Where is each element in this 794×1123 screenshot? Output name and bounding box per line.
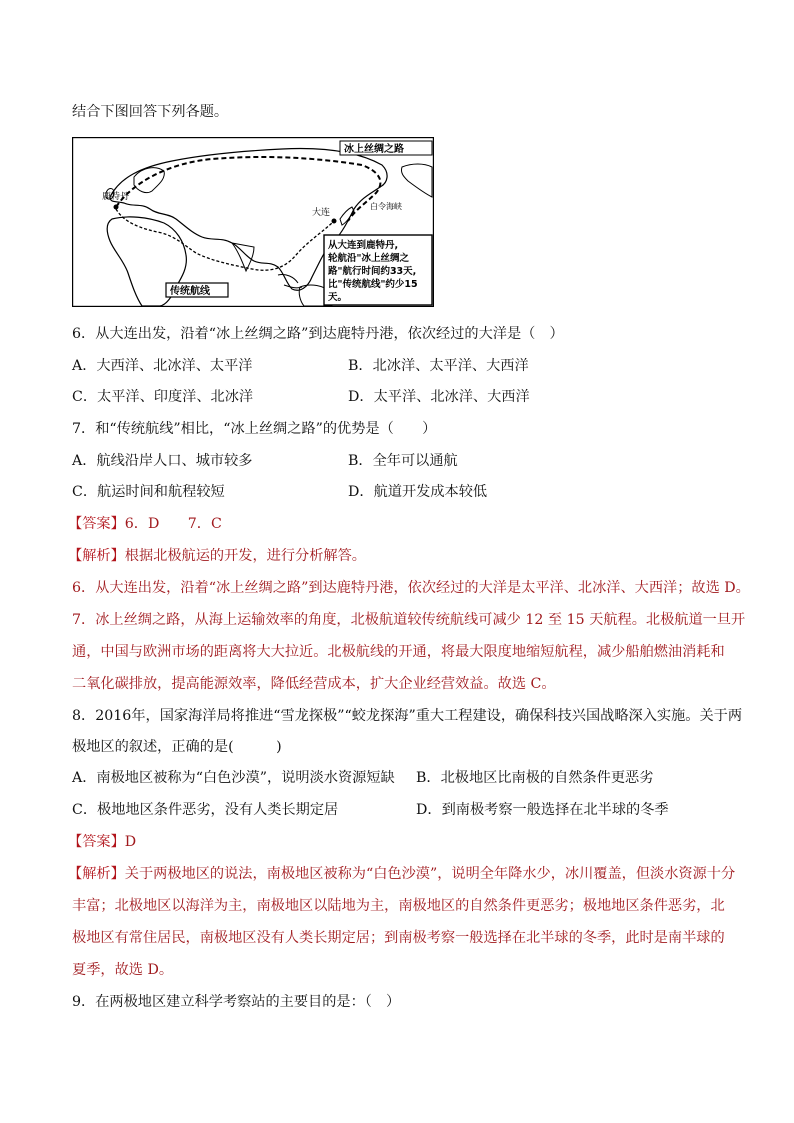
q7-option-a: A．航线沿岸人口、城市较多 bbox=[72, 453, 253, 469]
explanation-7-line-1: 7．冰上丝绸之路，从海上运输效率的角度，北极航道较传统航线可减少 12 至 15 天航程。北极航道一旦开 bbox=[72, 612, 746, 628]
explanation-8-line-4: 夏季，故选 D。 bbox=[72, 962, 174, 978]
silk-road-map bbox=[72, 137, 434, 307]
traditional-route-label: 传统航线 bbox=[170, 286, 210, 297]
q6-stem: 6．从大连出发，沿着“冰上丝绸之路”到达鹿特丹港，依次经过的大洋是（ ） bbox=[72, 326, 564, 342]
note-line-1: 从大连到鹿特丹, bbox=[328, 240, 399, 251]
q7-option-c: C．航运时间和航程较短 bbox=[72, 484, 225, 500]
note-line-4: 比"传统航线"约少15 bbox=[328, 279, 418, 290]
dalian-label: 大连 bbox=[312, 208, 331, 218]
explanation-label: 【解析】 bbox=[68, 548, 125, 564]
q8-stem-line-2: 极地区的叙述，正确的是( ) bbox=[72, 739, 282, 755]
q6-option-a: A．大西洋、北冰洋、太平洋 bbox=[72, 358, 253, 374]
note-line-5: 天。 bbox=[328, 292, 348, 303]
q7-stem: 7．和“传统航线”相比，“冰上丝绸之路”的优势是（ ） bbox=[72, 421, 437, 437]
note-line-3: 路"航行时间约33天, bbox=[328, 266, 417, 277]
explanation-8-line-1 bbox=[68, 864, 735, 884]
q8-option-b: B．北极地区比南极的自然条件更恶劣 bbox=[416, 770, 654, 786]
q7-option-d: D．航道开发成本较低 bbox=[348, 484, 488, 500]
q8-option-a: A．南极地区被称为“白色沙漠”，说明淡水资源短缺 bbox=[72, 770, 395, 786]
q9-stem: 9．在两极地区建立科学考察站的主要目的是：（ ） bbox=[72, 994, 401, 1010]
answer-8 bbox=[68, 832, 136, 852]
explanation-6: 6．从大连出发，沿着“冰上丝绸之路”到达鹿特丹港，依次经过的大洋是太平洋、北冰洋、大西洋；故选 D。 bbox=[72, 580, 750, 596]
explanation-text: 根据北极航运的开发，进行分析解答。 bbox=[124, 548, 366, 564]
q6-option-b: B．北冰洋、太平洋、大西洋 bbox=[348, 358, 529, 374]
answer-6-7 bbox=[68, 514, 222, 534]
q7-option-b: B．全年可以通航 bbox=[348, 453, 458, 469]
explanation-6-7 bbox=[68, 546, 366, 566]
explanation-8-line-2: 丰富；北极地区以海洋为主，南极地区以陆地为主，南极地区的自然条件更恶劣；极地地区条件恶劣，北 bbox=[72, 898, 725, 914]
explanation-8-line-3: 极地区有常住居民，南极地区没有人类长期定居；到南极考察一般选择在北半球的冬季，此时是南半球的 bbox=[72, 930, 725, 946]
answer-text: D bbox=[124, 834, 137, 850]
rotterdam-marker bbox=[114, 205, 119, 210]
q6-option-c: C．太平洋、印度洋、北冰洋 bbox=[72, 389, 254, 405]
q8-stem-line-1: 8．2016年，国家海洋局将推进“雪龙探极”“蛟龙探海”重大工程建设，确保科技兴国战略深入实施。关于两 bbox=[72, 708, 743, 724]
explanation-7-line-2: 通，中国与欧洲市场的距离将大大拉近。北极航线的开通，将最大限度地缩短航程，减少船舶燃油消耗和 bbox=[72, 644, 725, 660]
q8-option-d: D．到南极考察一般选择在北半球的冬季 bbox=[416, 802, 669, 818]
answer-label: 【答案】 bbox=[68, 834, 125, 850]
ice-silk-road-label: 冰上丝绸之路 bbox=[344, 144, 404, 155]
dalian-marker bbox=[332, 219, 337, 224]
explanation-7-line-3: 二氧化碳排放，提高能源效率，降低经营成本，扩大企业经营效益。故选 C。 bbox=[72, 676, 556, 692]
explanation-label: 【解析】 bbox=[68, 866, 125, 882]
q6-option-d: D．太平洋、北冰洋、大西洋 bbox=[348, 389, 530, 405]
explanation-text: 关于两极地区的说法，南极地区被称为“白色沙漠”，说明全年降水少，冰川覆盖，但淡水资源十分 bbox=[124, 866, 736, 882]
q8-option-c: C．极地地区条件恶劣，没有人类长期定居 bbox=[72, 802, 339, 818]
answer-text: 6．D 7．C bbox=[124, 516, 222, 532]
bering-strait-label: 白令海峡 bbox=[370, 202, 402, 211]
answer-label: 【答案】 bbox=[68, 516, 125, 532]
intro-text: 结合下图回答下列各题。 bbox=[72, 104, 229, 120]
note-line-2: 轮航沿"冰上丝绸之 bbox=[328, 253, 409, 264]
rotterdam-label: 鹿特丹 bbox=[102, 192, 130, 202]
